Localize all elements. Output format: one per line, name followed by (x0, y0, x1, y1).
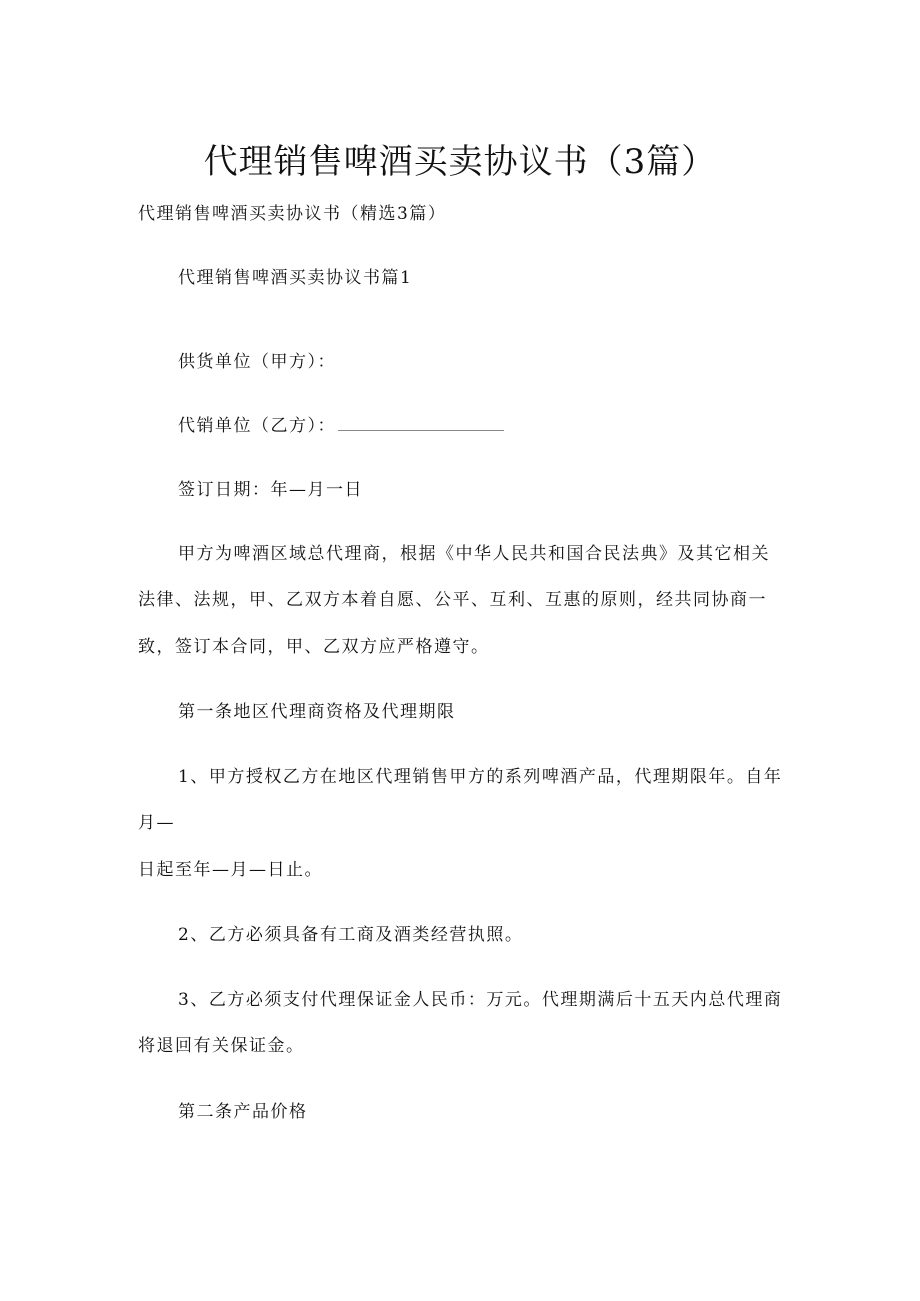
party-b-label: 代销单位（乙方）： (178, 416, 336, 436)
article1-item1-line-3: 日起至年—月—日止。 (138, 860, 323, 880)
preamble-line-3: 致，签订本合同，甲、乙双方应严格遵守。 (138, 637, 490, 657)
party-a-line: 供货单位（甲方）： (178, 352, 336, 372)
preamble-line-1: 甲方为啤酒区域总代理商，根据《中华人民共和国合民法典》及其它相关 (178, 544, 770, 564)
article1-item3-line-1: 3、乙方必须支付代理保证金人民币：万元。代理期满后十五天内总代理商 (178, 990, 783, 1010)
party-b-blank (338, 416, 504, 431)
article1-item1-line-1: 1、甲方授权乙方在地区代理销售甲方的系列啤酒产品，代理期限年。自年 (178, 767, 783, 787)
article1-item1-line-2: 月— (138, 813, 175, 833)
article2-heading: 第二条产品价格 (178, 1102, 308, 1122)
article1-item2: 2、乙方必须具备有工商及酒类经营执照。 (178, 925, 524, 945)
document-subtitle: 代理销售啤酒买卖协议书（精选3篇） (138, 204, 447, 224)
document-title: 代理销售啤酒买卖协议书（3篇） (203, 142, 717, 182)
article1-item3-line-2: 将退回有关保证金。 (138, 1036, 305, 1056)
sign-date-line: 签订日期：年—月一日 (178, 480, 363, 500)
party-b-line (178, 414, 504, 438)
section-heading: 代理销售啤酒买卖协议书篇1 (178, 268, 413, 288)
article1-heading: 第一条地区代理商资格及代理期限 (178, 702, 456, 722)
preamble-line-2: 法律、法规，甲、乙双方本着自愿、公平、互利、互惠的原则，经共同协商一 (138, 590, 767, 610)
